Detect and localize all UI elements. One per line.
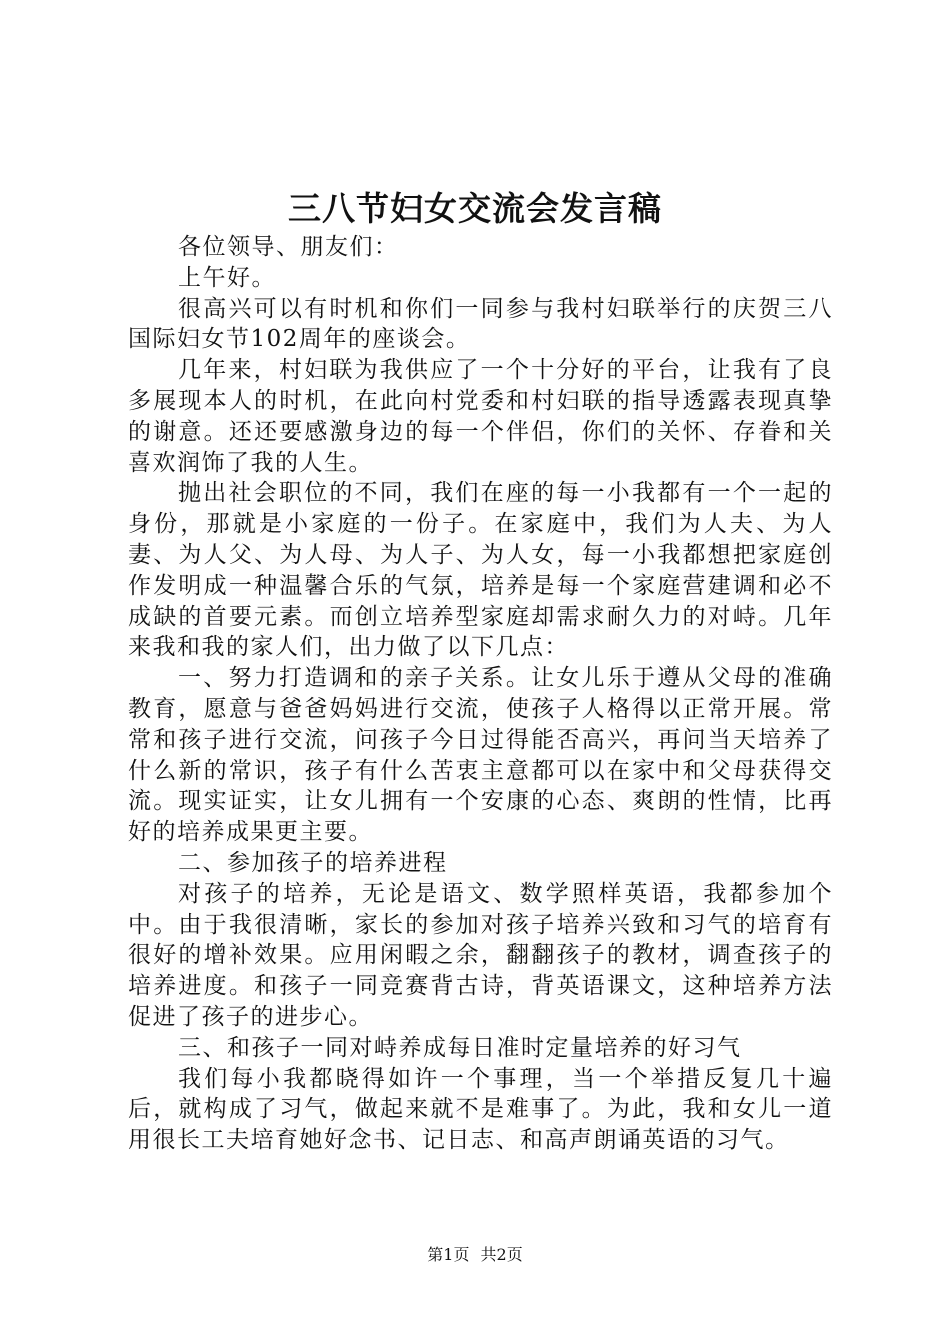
paragraph-intro: 很高兴可以有时机和你们一同参与我村妇联举行的庆贺三八国际妇女节102周年的座谈会。: [128, 295, 833, 353]
paragraph-family: 抛出社会职位的不同，我们在座的每一小我都有一个一起的身份，那就是小家庭的一份子。在家庭中，我们为人夫、为人妻、为人父、为人母、为人子、为人女，每一小我都想把家庭创作发明成一种温馨合乐的气氛，培养是每一个家庭营建调和必不成缺的首要元素。而创立培养型家庭却需求耐久力的对峙。几年来我和我的家人们，出力做了以下几点：: [128, 480, 833, 661]
paragraph-hello: 上午好。: [178, 264, 276, 291]
page-total: 共2页: [480, 1245, 523, 1264]
paragraph-point-two: 对孩子的培养，无论是语文、数学照样英语，我都参加个中。由于我很清晰，家长的参加对孩子培养兴致和习气的培育有很好的增补效果。应用闲暇之余，翻翻孩子的教材，调查孩子的培养进度。和孩子一同竞赛背古诗，背英语课文，这种培养方法促进了孩子的进步心。: [128, 880, 833, 1030]
paragraph-point-three: 我们每小我都晓得如许一个事理，当一个举措反复几十遍后，就构成了习气，做起来就不是难事了。为此，我和女儿一道用很长工夫培育她好念书、记日志、和高声朗诵英语的习气。: [128, 1065, 833, 1154]
paragraph-thanks: 几年来，村妇联为我供应了一个十分好的平台，让我有了良多展现本人的时机，在此向村党委和村妇联的指导透露表现真挚的谢意。还还要感激身边的每一个伴侣，你们的关怀、存眷和关喜欢润饰了我的人生。: [128, 357, 833, 476]
document-body: [128, 232, 833, 1156]
paragraph-greeting: 各位领导、朋友们：: [178, 234, 399, 260]
document-title: 三八节妇女交流会发言稿: [288, 189, 662, 228]
heading-point-two: 二、参加孩子的培养进程: [178, 849, 448, 876]
heading-point-three: 三、和孩子一同对峙养成每日准时定量培养的好习气: [178, 1034, 742, 1061]
page-number: 第1页: [427, 1245, 470, 1264]
paragraph-point-one: 一、努力打造调和的亲子关系。让女儿乐于遵从父母的准确教育，愿意与爸爸妈妈进行交流，使孩子人格得以正常开展。常常和孩子进行交流，问孩子今日过得能否高兴，再问当天培养了什么新的常识，孩子有什么苦衷主意都可以在家中和父母获得交流。现实证实，让女儿拥有一个安康的心态、爽朗的性情，比再好的培养成果更主要。: [128, 665, 833, 846]
page-footer: [0, 1243, 950, 1267]
